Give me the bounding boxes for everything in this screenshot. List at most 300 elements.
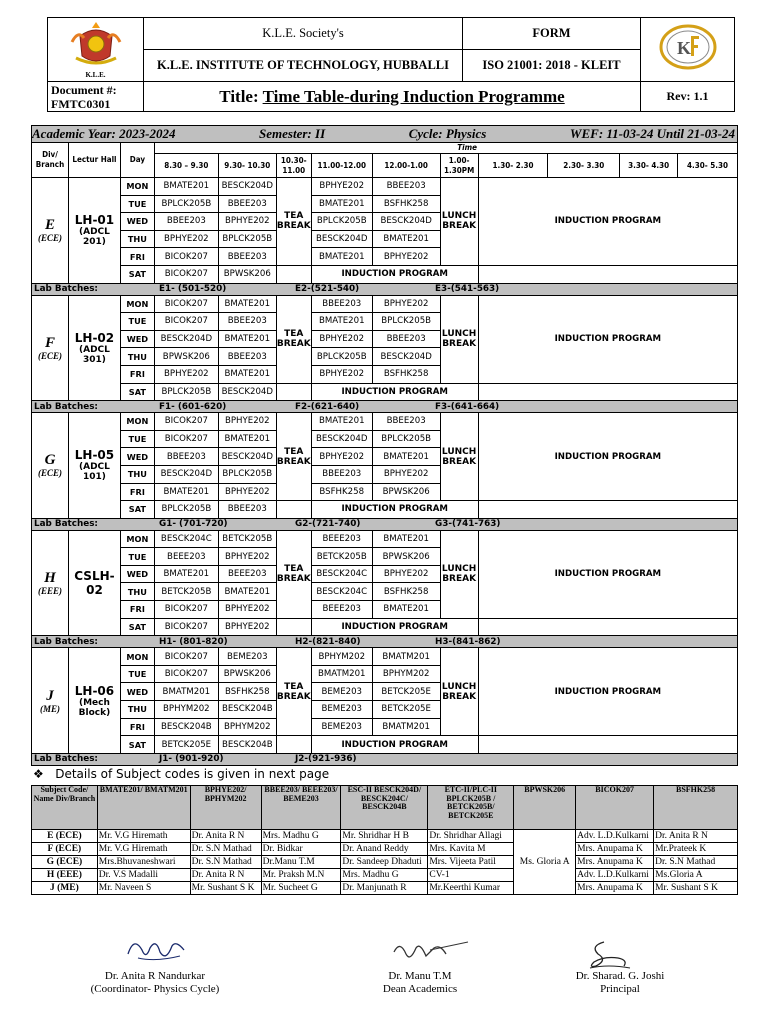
subject-cell: BBEE203 (311, 465, 372, 483)
subject-cell: BESCK204C (154, 530, 218, 548)
subject-cell: BMATE201 (218, 330, 276, 348)
teacher-cell: Adv. L.D.Kulkarni (576, 869, 654, 882)
subject-cell: BSFHK258 (311, 483, 372, 501)
timetable-row (32, 736, 738, 754)
subject-cell: BPHYE202 (218, 413, 276, 431)
tea-break-cell: TEA BREAK (276, 178, 311, 266)
iso-label: ISO 21001: 2018 - KLEIT (463, 50, 641, 82)
lunch-break-cell: LUNCH BREAK (440, 178, 478, 266)
time-slot: 2.30- 3.30 (548, 154, 620, 178)
subject-cell: BPHYM202 (311, 648, 372, 666)
subject-cell: BBEE203 (218, 195, 276, 213)
subject-details-note (33, 767, 329, 781)
hall-name: LH-02 (74, 330, 115, 345)
lab-batches-label: Lab Batches: (34, 401, 98, 412)
subject-cell: BMATM201 (311, 665, 372, 683)
lab-batch: E2-(521-540) (295, 284, 360, 295)
subject-cell: BMATE201 (311, 248, 372, 266)
subject-header: ESC-II BESCK204D/ BESCK204C/ BESCK204B (341, 786, 428, 830)
day-cell: THU (120, 701, 154, 719)
title-prefix: Title: (219, 86, 259, 106)
teacher-cell: Mrs. Vijeeta Patil (428, 856, 514, 869)
branch-letter: F (44, 334, 55, 351)
lab-batch: E1- (501-520) (159, 284, 227, 295)
subject-cell: BEME203 (311, 718, 372, 736)
institute-name: K.L.E. INSTITUTE OF TECHNOLOGY, HUBBALLI (144, 50, 463, 82)
kle-logo-cell (48, 18, 144, 82)
subject-cell: BPHYE202 (372, 248, 440, 266)
subject-cell: BPLCK205B (154, 501, 218, 519)
subject-cell: BICOK207 (154, 665, 218, 683)
subject-cell: BESCK204D (218, 178, 276, 196)
subject-cell: BPHYE202 (372, 465, 440, 483)
subject-cell: BBEE203 (218, 313, 276, 331)
page-title: Time Table-during Induction Programme (262, 86, 565, 106)
time-slot: 11.00-12.00 (311, 154, 372, 178)
teacher-cell: Mr. Sucheet G (261, 882, 341, 895)
teacher-cell: Dr. Anand Reddy (341, 843, 428, 856)
day-cell: TUE (120, 195, 154, 213)
lab-batches-row (32, 518, 738, 530)
teacher-cell: Mrs. Anupama K (576, 843, 654, 856)
teacher-cell: Dr. Manjunath R (341, 882, 428, 895)
subject-cell: BPLCK205B (154, 383, 218, 401)
teacher-cell: Mr. Praksh M.N (261, 869, 341, 882)
subject-cell: BPHYE202 (218, 548, 276, 566)
day-cell: TUE (120, 548, 154, 566)
lab-batch: F3-(641-664) (435, 401, 500, 412)
teacher-cell: Mrs. Anupama K (576, 856, 654, 869)
signatory-name: Dr. Anita R Nandurkar (104, 970, 206, 982)
subject-cell: BESCK204D (154, 330, 218, 348)
subject-cell: BBEE203 (218, 501, 276, 519)
branch-name: (ECE) (37, 233, 62, 244)
teacher-row (32, 869, 738, 882)
lunch-break-cell: LUNCH BREAK (440, 648, 478, 736)
subject-cell: BPLCK205B (218, 465, 276, 483)
lab-batch: F2-(621-640) (295, 401, 360, 412)
induction-program-cell: INDUCTION PROGRAM (478, 295, 737, 383)
timetable-row (32, 501, 738, 519)
lab-batches-row (32, 283, 738, 295)
lab-batch: J2-(921-936) (295, 754, 357, 765)
kleit-logo-icon (659, 24, 717, 70)
teacher-row (32, 882, 738, 895)
teacher-cell: Adv. L.D.Kulkarni (576, 830, 654, 843)
signature-manu-icon (390, 934, 470, 968)
subject-cell: BESCK204B (218, 736, 276, 754)
subject-cell: BESCK204D (154, 465, 218, 483)
branch-name: (ME) (39, 703, 60, 714)
branch-letter: E (44, 217, 55, 234)
subject-cell: BEEE203 (311, 530, 372, 548)
subject-cell: BBEE203 (218, 348, 276, 366)
subject-cell: BESCK204D (311, 230, 372, 248)
subject-cell: BETCK205E (154, 736, 218, 754)
lab-batches-label: Lab Batches: (34, 284, 98, 295)
signature-anita-icon (120, 932, 192, 968)
lab-batch: E3-(541-563) (435, 284, 500, 295)
induction-program-cell: INDUCTION PROGRAM (478, 178, 737, 266)
day-cell: SAT (120, 383, 154, 401)
branch-letter: J (46, 687, 54, 704)
induction-program-cell: INDUCTION PROGRAM (311, 618, 478, 636)
day-cell: FRI (120, 483, 154, 501)
subject-cell: BEEE203 (154, 548, 218, 566)
subject-cell: BMATE201 (154, 565, 218, 583)
note-text: Details of Subject codes is given in next page (55, 767, 330, 781)
lab-batches-row (32, 636, 738, 648)
signature-coordinator (70, 970, 240, 996)
day-cell: TUE (120, 665, 154, 683)
day-cell: WED (120, 330, 154, 348)
subject-cell: BPWSK206 (218, 665, 276, 683)
lab-batch: G1- (701-720) (159, 519, 228, 530)
signatory-name: Dr. Sharad. G. Joshi (575, 970, 665, 982)
subject-cell: BPHYE202 (311, 178, 372, 196)
subject-header-row (32, 786, 738, 830)
col-day: Day (120, 143, 154, 178)
teacher-cell: Mrs. Madhu G (341, 869, 428, 882)
lab-batches-label: Lab Batches: (34, 519, 98, 530)
timetable-header-row (32, 143, 738, 154)
hall-name: CSLH-02 (74, 568, 115, 597)
subject-cell: BESCK204D (372, 348, 440, 366)
subject-cell: BICOK207 (154, 648, 218, 666)
induction-program-cell: INDUCTION PROGRAM (311, 501, 478, 519)
day-cell: TUE (120, 313, 154, 331)
day-cell: WED (120, 213, 154, 231)
subject-header: BPHYE202/ BPHYM202 (190, 786, 261, 830)
subject-cell: BICOK207 (154, 618, 218, 636)
day-cell: MON (120, 295, 154, 313)
subject-cell: BPHYE202 (218, 483, 276, 501)
subject-cell: BICOK207 (154, 313, 218, 331)
subject-cell: BMATE201 (372, 601, 440, 619)
cycle: Cycle: Physics (408, 126, 487, 141)
academic-year-row (32, 126, 738, 143)
subject-cell: BBEE203 (154, 448, 218, 466)
subject-cell: BEEE203 (218, 565, 276, 583)
hall-location: (ADCL 101) (79, 462, 110, 483)
teacher-cell: Dr. Anita R N (654, 830, 738, 843)
lab-batches-row (32, 401, 738, 413)
kleit-logo-cell (641, 18, 735, 82)
day-cell: WED (120, 565, 154, 583)
academic-year: Academic Year: 2023-2024 (32, 126, 176, 141)
day-cell: SAT (120, 618, 154, 636)
document-number-cell (48, 82, 144, 112)
induction-program-cell: INDUCTION PROGRAM (478, 648, 737, 736)
teacher-cell: CV-1 (428, 869, 514, 882)
subject-cell: BPWSK206 (154, 348, 218, 366)
subject-cell: BICOK207 (154, 601, 218, 619)
subject-cell: BPHYE202 (372, 565, 440, 583)
time-slot: 3.30- 4.30 (620, 154, 678, 178)
subject-header: BICOK207 (576, 786, 654, 830)
subject-cell: BPLCK205B (154, 195, 218, 213)
col-div-branch: Div/ Branch (32, 143, 69, 178)
subject-cell: BBEE203 (372, 330, 440, 348)
hall-location: (Mech Block) (78, 697, 111, 718)
col-lecture-hall: Lectur Hall (68, 143, 120, 178)
form-label: FORM (463, 18, 641, 50)
subject-header: ETC-II/PLC-II BPLCK205B / BETCK205B/ BETCK205E (428, 786, 514, 830)
teacher-cell: Mrs. Madhu G (261, 830, 341, 843)
document-number: FMTC0301 (51, 96, 111, 111)
teacher-cell: Ms.Gloria A (654, 869, 738, 882)
subject-cell: BPLCK205B (218, 230, 276, 248)
day-cell: MON (120, 648, 154, 666)
lab-batch: H3-(841-862) (435, 636, 501, 647)
teacher-cell: Mrs. Kavita M (428, 843, 514, 856)
timetable-row (32, 295, 738, 313)
branch-name: (ECE) (37, 468, 62, 479)
time-slot: 9.30- 10.30 (218, 154, 276, 178)
subject-header: BSFHK258 (654, 786, 738, 830)
subject-cell: BPWSK206 (372, 483, 440, 501)
induction-program-cell: INDUCTION PROGRAM (478, 530, 737, 618)
subject-cell: BSFHK258 (372, 365, 440, 383)
branch-cell (32, 295, 69, 401)
teacher-row (32, 830, 738, 843)
timetable-row (32, 413, 738, 431)
induction-program-cell: INDUCTION PROGRAM (311, 736, 478, 754)
day-cell: TUE (120, 430, 154, 448)
signatory-role: (Coordinator- Physics Cycle) (90, 983, 220, 995)
teacher-cell: Dr. Shridhar Allagi (428, 830, 514, 843)
subject-cell: BETCK205B (154, 583, 218, 601)
subject-cell: BMATM201 (372, 648, 440, 666)
subject-cell: BPHYE202 (311, 448, 372, 466)
teacher-row (32, 856, 738, 869)
subject-cell: BESCK204D (311, 430, 372, 448)
subject-header: BMATE201/ BMATM201 (97, 786, 190, 830)
teacher-row (32, 843, 738, 856)
teacher-cell: Dr. Anita R N (190, 830, 261, 843)
society-name: K.L.E. Society's (144, 18, 463, 50)
revision-label: Rev: 1.1 (641, 82, 735, 112)
subject-cell: BBEE203 (218, 248, 276, 266)
induction-program-cell: INDUCTION PROGRAM (311, 265, 478, 283)
teacher-cell: Mr.Prateek K (654, 843, 738, 856)
time-slot: 4.30- 5.30 (678, 154, 738, 178)
tea-break-cell: TEA BREAK (276, 530, 311, 618)
subject-cell: BMATE201 (372, 530, 440, 548)
subject-header: Subject Code/ Name Div/Branch (32, 786, 98, 830)
time-slot: 8.30 – 9.30 (154, 154, 218, 178)
subject-cell: BESCK204D (218, 383, 276, 401)
subject-cell: BBEE203 (311, 295, 372, 313)
subject-cell: BMATE201 (311, 313, 372, 331)
day-cell: SAT (120, 265, 154, 283)
subject-cell: BEME203 (218, 648, 276, 666)
svg-text:K: K (676, 38, 691, 58)
subject-cell: BMATE201 (154, 483, 218, 501)
lab-batch: J1- (901-920) (159, 754, 224, 765)
lab-batches-label: Lab Batches: (34, 754, 98, 765)
lab-batch: G3-(741-763) (435, 519, 501, 530)
tea-break-cell: TEA BREAK (276, 648, 311, 736)
subject-cell: BMATE201 (372, 230, 440, 248)
division-cell: H (EEE) (32, 869, 98, 882)
signatory-name: Dr. Manu T.M (388, 970, 452, 982)
subject-cell: BPWSK206 (218, 265, 276, 283)
signature-dean (345, 970, 495, 996)
subject-cell: BPWSK206 (372, 548, 440, 566)
subject-cell: BETCK205E (372, 701, 440, 719)
teacher-cell: Dr. Anita R N (190, 869, 261, 882)
subject-cell: BICOK207 (154, 265, 218, 283)
timetable-row (32, 178, 738, 196)
subject-cell: BMATE201 (311, 413, 372, 431)
subject-cell: BPLCK205B (372, 430, 440, 448)
tea-break-cell: TEA BREAK (276, 413, 311, 501)
signature-sharad-icon (584, 936, 634, 972)
lecture-hall-cell (68, 178, 120, 284)
subject-cell: BPHYE202 (154, 365, 218, 383)
lab-batch: H1- (801-820) (159, 636, 228, 647)
branch-cell (32, 530, 69, 636)
teacher-cell: Dr. Bidkar (261, 843, 341, 856)
document-label: Document #: (51, 82, 117, 97)
time-slot: 10.30- 11.00 (276, 154, 311, 178)
day-cell: FRI (120, 718, 154, 736)
branch-name: (EEE) (37, 585, 62, 596)
subject-cell: BMATE201 (218, 295, 276, 313)
subject-cell: BMATE201 (372, 448, 440, 466)
branch-cell (32, 413, 69, 519)
wef-dates: WEF: 11-03-24 Until 21-03-24 (569, 126, 735, 141)
division-cell: J (ME) (32, 882, 98, 895)
day-cell: FRI (120, 601, 154, 619)
document-header (47, 17, 735, 112)
day-cell: FRI (120, 248, 154, 266)
teacher-cell: Mr. Sushant S K (654, 882, 738, 895)
subject-cell: BEME203 (311, 683, 372, 701)
signatory-role: Principal (600, 983, 640, 995)
title-cell (144, 82, 641, 112)
subject-cell: BESCK204B (218, 701, 276, 719)
lab-batch: G2-(721-740) (295, 519, 361, 530)
kle-crest-icon (70, 22, 122, 66)
teacher-cell: Mr. Sushant S K (190, 882, 261, 895)
division-cell: F (ECE) (32, 843, 98, 856)
timetable (31, 125, 738, 766)
subject-cell: BMATM201 (372, 718, 440, 736)
subject-cell: BSFHK258 (372, 583, 440, 601)
subject-header: BPWSK206 (514, 786, 576, 830)
division-cell: E (ECE) (32, 830, 98, 843)
subject-cell: BBEE203 (372, 413, 440, 431)
subject-cell: BMATM201 (154, 683, 218, 701)
lecture-hall-cell (68, 648, 120, 754)
subject-cell: BICOK207 (154, 430, 218, 448)
subject-cell: BPHYM202 (218, 718, 276, 736)
subject-cell: BETCK205B (218, 530, 276, 548)
hall-name: LH-05 (74, 448, 115, 463)
diamond-bullet-icon: ❖ (33, 767, 44, 781)
subject-cell: BPHYE202 (218, 618, 276, 636)
time-slot: 1.00- 1.30PM (440, 154, 478, 178)
hall-name: LH-06 (74, 683, 115, 698)
branch-name: (ECE) (37, 350, 62, 361)
subject-cell: BMATE201 (218, 583, 276, 601)
subject-cell: BESCK204B (154, 718, 218, 736)
subject-cell: BBEE203 (154, 213, 218, 231)
subject-cell: BESCK204C (311, 565, 372, 583)
lab-batch: H2-(821-840) (295, 636, 361, 647)
timetable-row (32, 383, 738, 401)
subject-cell: BPLCK205B (372, 313, 440, 331)
semester: Semester: II (259, 126, 326, 141)
subject-cell: BESCK204D (218, 448, 276, 466)
lunch-break-cell: LUNCH BREAK (440, 295, 478, 383)
subject-cell: BPHYE202 (311, 330, 372, 348)
teacher-cell: Dr. S.N Mathad (654, 856, 738, 869)
subject-cell: BPHYE202 (154, 230, 218, 248)
teacher-cell: Mr. V.G Hiremath (97, 830, 190, 843)
subject-cell: BPHYM202 (154, 701, 218, 719)
time-label: Time (154, 143, 737, 154)
hall-location: (ADCL 301) (79, 344, 110, 365)
subject-cell: BPHYE202 (218, 213, 276, 231)
hall-location: (ADCL 201) (79, 227, 110, 248)
day-cell: SAT (120, 736, 154, 754)
division-cell: G (ECE) (32, 856, 98, 869)
lab-batches-label: Lab Batches: (34, 636, 98, 647)
timetable-row (32, 618, 738, 636)
subject-cell: BEEE203 (311, 601, 372, 619)
lunch-break-cell: LUNCH BREAK (440, 413, 478, 501)
teacher-cell: Mr. V.G Hiremath (97, 843, 190, 856)
tea-break-cell: TEA BREAK (276, 295, 311, 383)
lecture-hall-cell (68, 530, 120, 636)
day-cell: THU (120, 348, 154, 366)
subject-cell: BEME203 (311, 701, 372, 719)
pwsk-teacher-cell: Ms. Gloria A (514, 830, 576, 895)
subject-cell: BETCK205E (372, 683, 440, 701)
signature-principal (545, 970, 695, 996)
time-slot: 1.30- 2.30 (478, 154, 548, 178)
subject-cell: BPHYE202 (372, 295, 440, 313)
subject-cell: BICOK207 (154, 248, 218, 266)
teacher-cell: Dr. S.N Mathad (190, 856, 261, 869)
teacher-cell: Dr.Manu T.M (261, 856, 341, 869)
teacher-cell: Mr. Shridhar H B (341, 830, 428, 843)
teacher-cell: Mr.Keerthi Kumar (428, 882, 514, 895)
subject-cell: BMATE201 (311, 195, 372, 213)
day-cell: THU (120, 230, 154, 248)
branch-letter: H (44, 569, 56, 586)
day-cell: WED (120, 448, 154, 466)
subject-header: BBEE203/ BEEE203/ BEME203 (261, 786, 341, 830)
subject-cell: BPLCK205B (311, 213, 372, 231)
subject-cell: BPHYE202 (218, 601, 276, 619)
branch-cell (32, 648, 69, 754)
lab-batch (435, 754, 571, 764)
subject-teacher-table (31, 785, 738, 895)
day-cell: SAT (120, 501, 154, 519)
subject-cell: BICOK207 (154, 413, 218, 431)
branch-letter: G (44, 452, 56, 469)
teacher-cell: Mrs. Anupama K (576, 882, 654, 895)
induction-program-cell: INDUCTION PROGRAM (478, 413, 737, 501)
subject-cell: BETCK205B (311, 548, 372, 566)
subject-cell: BMATE201 (218, 430, 276, 448)
teacher-cell: Dr. Sandeep Dhaduti (341, 856, 428, 869)
timetable-row (32, 530, 738, 548)
